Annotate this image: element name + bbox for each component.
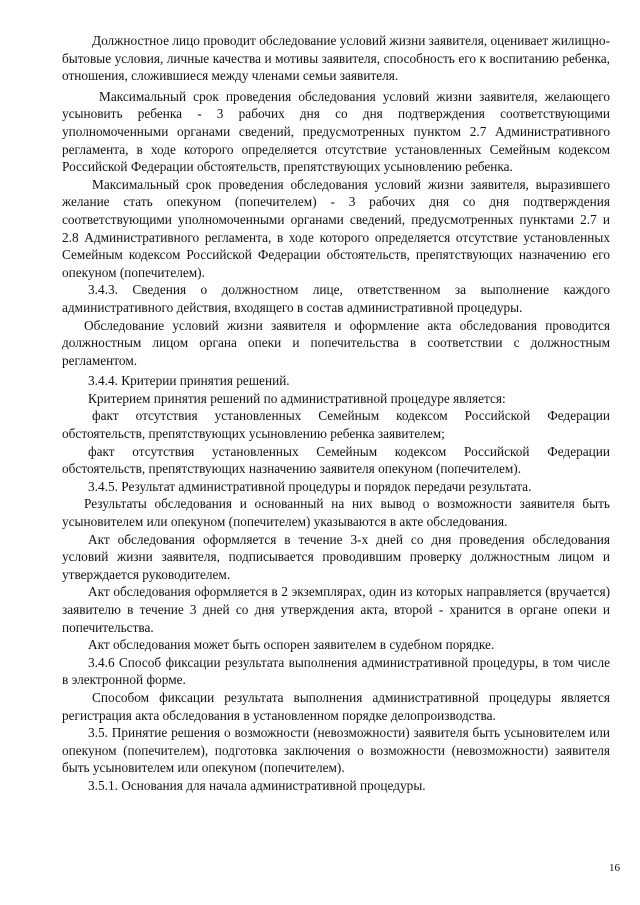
paragraph-3-4-3: 3.4.3. Сведения о должностном лице, ответственном за выполнение каждого административного действия, входящего в состав административной процедуры. [62,282,610,315]
document-body [62,32,610,795]
paragraph-3-4-5: 3.4.5. Результат административной процедуры и порядок передачи результата. [88,478,532,494]
paragraph-3-5-1: 3.5.1. Основания для начала административной процедуры. [88,777,426,793]
paragraph-inspection-assessment: Должностное лицо проводит обследование условий жизни заявителя, оценивает жилищно-бытовые условия, личные качества и мотивы заявителя, способность его к воспитанию ребенка, отношения, сложившиеся между членами семьи заявителя. [62,33,610,84]
paragraph-3-4-4: 3.4.4. Критерии принятия решений. [88,373,290,389]
page-number: 16 [609,862,620,874]
paragraph-results-in-act: Результаты обследования и основанный на них вывод о возможности заявителя быть усыновителем или опекуном (попечителем) указываются в акте обследования. [62,496,610,530]
paragraph-3-4-6: 3.4.6 Способ фиксации результата выполнения административной процедуры, в том числе в электронной форме. [62,654,610,688]
paragraph-inspection-performer: Обследование условий жизни заявителя и оформление акта обследования проводится должностным лицом органа опеки и попечительства в соответствии с должностным регламентом. [62,317,610,368]
paragraph-guardianship-deadline: Максимальный срок проведения обследования условий жизни заявителя, выразившего желание стать опекуном (попечителем) - 3 рабочих дня со дня подтверждения соответствующими уполномоченными органами сведений, предусмотренных пунктами 2.7 и 2.8 Административного регламента, в ходе которого определяется отсутствие установленных Семейным кодексом Российской Федерации обстоятельств, препятствующих назначению его опекуном (попечителем). [62,176,610,280]
paragraph-act-appeal: Акт обследования может быть оспорен заявителем в судебном порядке. [88,637,495,653]
paragraph-act-copies: Акт обследования оформляется в 2 экземплярах, один из которых направляется (вручается) заявителю в течение 3 дней со дня утверждения акта, второй - хранится в органе опеки и попечительства. [62,584,610,635]
paragraph-fixation-method: Способом фиксации результата выполнения административной процедуры является регистрация акта обследования в установленном порядке делопроизводства. [62,689,610,723]
paragraph-adoption-deadline: Максимальный срок проведения обследования условий жизни заявителя, желающего усыновить ребенка - 3 рабочих дня со дня подтверждения соответствующими уполномоченными органами сведений, предусмотренных пунктом 2.7 Административного регламента, в ходе которого определяется отсутствие установленных Семейным кодексом Российской Федерации обстоятельств, препятствующих усыновлению ребенка. [62,88,610,175]
paragraph-criterion-adoption: факт отсутствия установленных Семейным кодексом Российской Федерации обстоятельств, препятствующих усыновлению ребенка заявителем; [62,408,610,442]
paragraph-3-5: 3.5. Принятие решения о возможности (невозможности) заявителя быть усыновителем или опекуном (попечителем), подготовка заключения о возможности (невозможности) заявителя быть усыновителем или опекуном (попечителем). [62,725,610,776]
paragraph-criteria-intro: Критерием принятия решений по административной процедуре является: [88,390,506,406]
paragraph-act-preparation: Акт обследования оформляется в течение 3-х дней со дня проведения обследования условий жизни заявителя, подписывается проводившим проверку должностным лицом и утверждается руководителем. [62,531,610,582]
paragraph-criterion-guardianship: факт отсутствия установленных Семейным кодексом Российской Федерации обстоятельств, препятствующих назначению заявителя опекуном (попечителем). [62,443,610,477]
